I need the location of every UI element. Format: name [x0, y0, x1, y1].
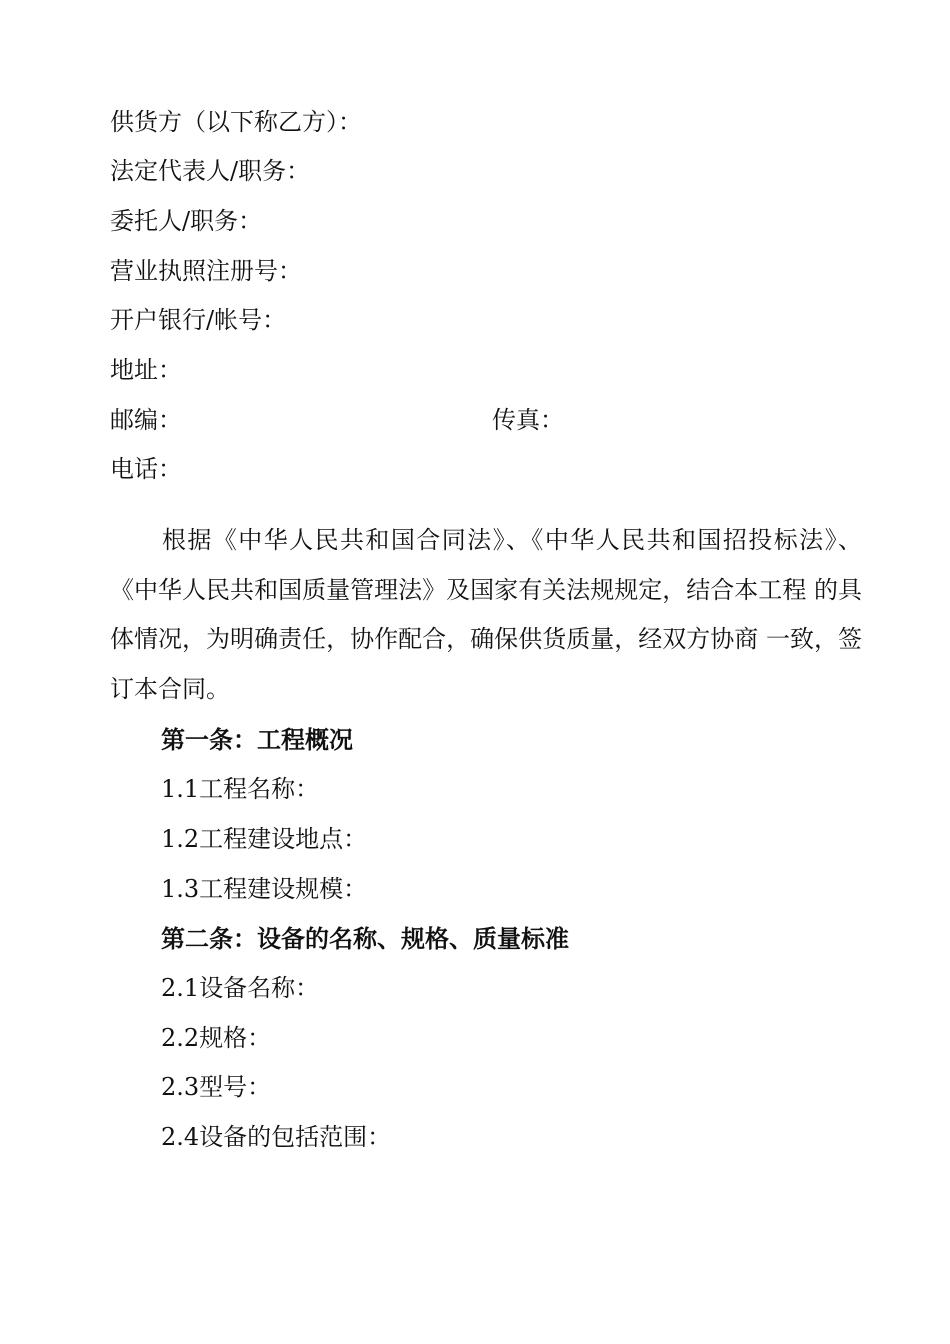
agent-line: 委托人/职务： [110, 207, 263, 235]
article1-item: 1.1工程名称： [161, 775, 320, 803]
article1-item: 1.2工程建设地点： [161, 825, 368, 853]
article1-item: 1.3工程建设规模： [161, 875, 368, 903]
fax-line: 传真： [492, 406, 564, 434]
article2-item: 2.1设备名称： [161, 974, 320, 1002]
article2-heading: 第二条：设备的名称、规格、质量标准 [161, 925, 569, 953]
address-line: 地址： [110, 356, 182, 384]
supplier-line: 供货方（以下称乙方）： [110, 108, 362, 136]
article1-heading: 第一条：工程概况 [161, 726, 353, 754]
legal-rep-line: 法定代表人/职务： [110, 157, 311, 185]
article2-item: 2.3型号： [161, 1073, 272, 1101]
bank-account-line: 开户银行/帐号： [110, 306, 287, 334]
license-line: 营业执照注册号： [110, 257, 302, 285]
postcode-line: 邮编： [110, 406, 182, 434]
article2-item: 2.4设备的包括范围： [161, 1123, 392, 1151]
article2-item: 2.2规格： [161, 1024, 272, 1052]
phone-line: 电话： [110, 455, 182, 483]
preamble-paragraph: 根据《中华人民共和国合同法》、《中华人民共和国招投标法》、 《中华人民共和国质量管理法》及国家有关法规规定，结合本工程 的具体情况，为明确责任，协作配合，确保供货质量，经双方协商 一致，签订本合同。 [110, 526, 862, 703]
